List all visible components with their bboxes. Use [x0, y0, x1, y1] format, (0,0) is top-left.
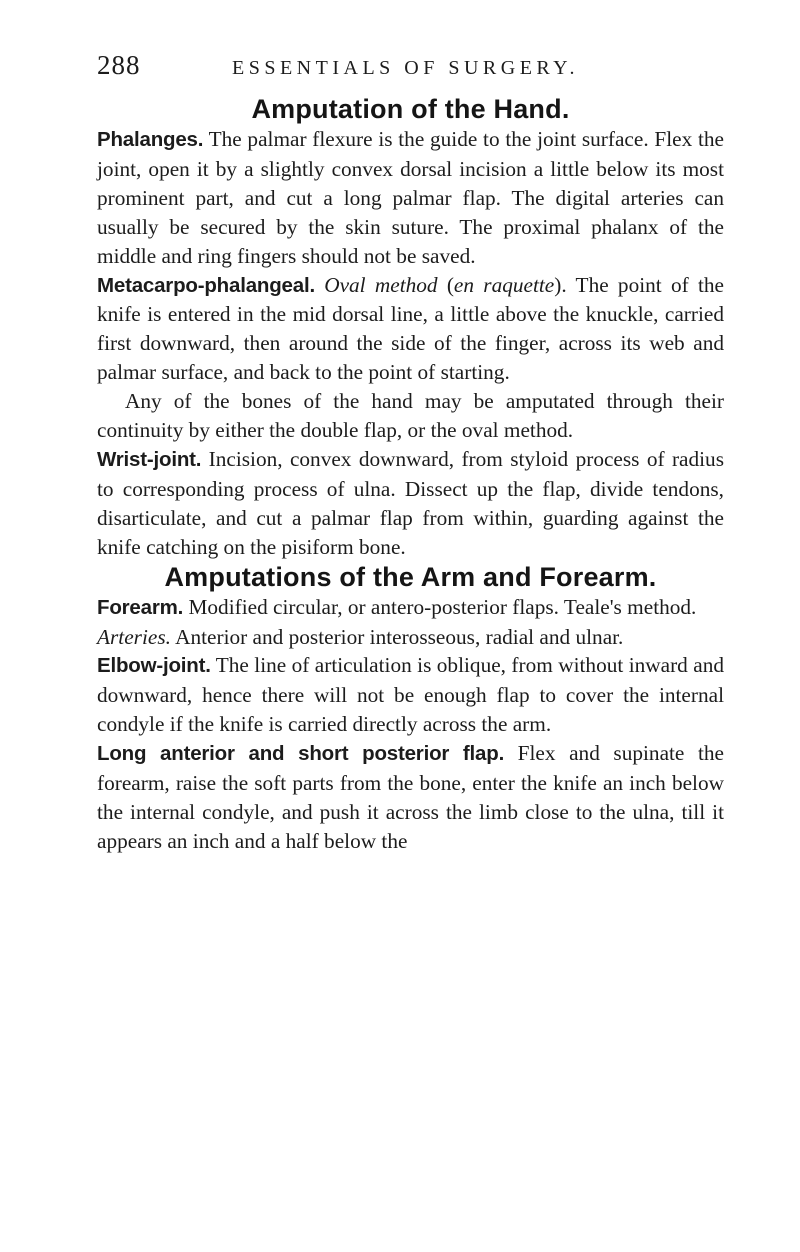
paragraph-arteries [97, 623, 724, 652]
paragraph-heading: Forearm. [97, 595, 184, 619]
paragraph-elbow-joint [97, 651, 724, 739]
section-title-hand: Amputation of the Hand. [251, 94, 570, 124]
paragraph-text: Modified circular, or antero-posterior flaps. Teale's method. [183, 594, 697, 619]
paragraph-text: Any of the bones of the hand may be amputated through their continuity by either the double flap, or the oval method. [97, 389, 724, 443]
paragraph-text: The line of articulation is oblique, from without inward and downward, hence there will not be enough flap to cover the internal condyle if the knife is carried directly across the arm. [97, 653, 724, 737]
paragraph-phalanges [97, 125, 724, 271]
page-number: 288 [97, 50, 141, 80]
paragraph-long-anterior-flap [97, 739, 724, 856]
running-head [97, 50, 724, 94]
paragraph-text: Flex and supinate the forearm, raise the soft parts from the bone, enter the knife an inch below the internal condyle, and push it across the limb close to the ulna, till it appears an inch and a half below the [97, 741, 724, 853]
running-title: ESSENTIALS OF SURGERY. [232, 57, 580, 79]
italic-term: Oval method [324, 272, 438, 297]
paragraph-bones-of-hand [97, 387, 724, 445]
paragraph-text: The palmar flexure is the guide to the joint surface. Flex the joint, open it by a slightly convex dorsal incision a little below its most prominent part, and cut a long palmar flap. The digital arteries can usually be secured by the skin suture. The proximal phalanx of the middle and ring fingers should not be saved. [97, 127, 724, 268]
paragraph-text: ( [437, 272, 454, 297]
paragraph-text: ). The point of the knife is entered in the mid dorsal line, a little above the knuckle, carried first downward, then around the side of the finger, across its web and palmar surface, and back to the point of starting. [97, 272, 724, 385]
paragraph-heading: Long anterior and short posterior flap. [97, 742, 505, 766]
paragraph-metacarpo-phalangeal [97, 271, 724, 388]
section-title-arm-forearm: Amputations of the Arm and Forearm. [164, 561, 657, 592]
paragraph-forearm [97, 593, 724, 623]
book-page [97, 50, 724, 856]
italic-term: en raquette [453, 272, 555, 297]
paragraph-heading: Wrist-joint. [97, 447, 202, 471]
italic-heading: Arteries. [97, 624, 171, 649]
paragraph-heading: Elbow-joint. [97, 654, 211, 678]
paragraph-wrist-joint [97, 445, 724, 562]
paragraph-text: Anterior and posterior interosseous, radial and ulnar. [170, 624, 624, 649]
paragraph-heading: Phalanges. [97, 128, 204, 151]
paragraph-text: Incision, convex downward, from styloid process of radius to corresponding process of ulna. Dissect up the flap, divide tendons, disarticulate, and cut a palmar flap from within, guarding against the knife catching on the pisiform bone. [97, 446, 724, 559]
paragraph-heading: Metacarpo-phalangeal. [97, 273, 315, 297]
